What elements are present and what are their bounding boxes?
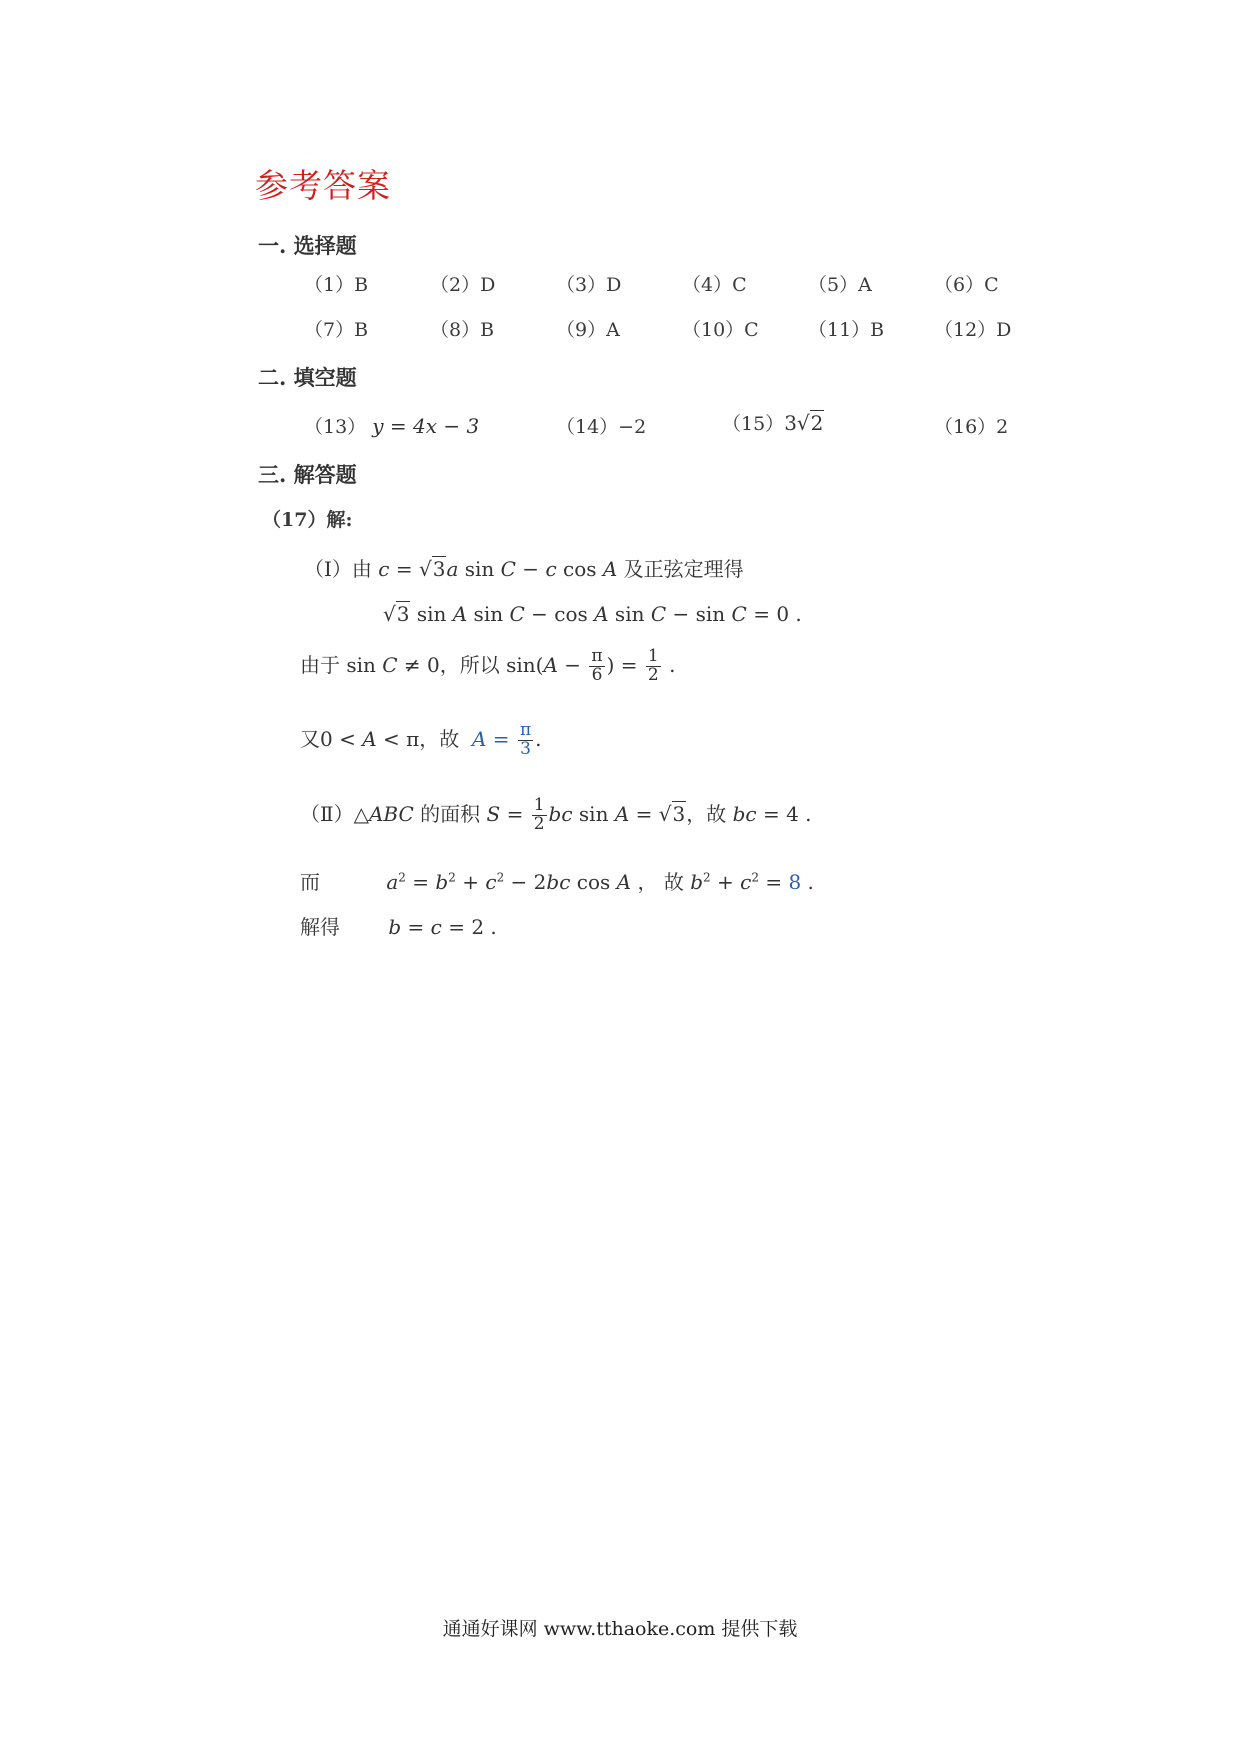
choice-answer: （5）A — [808, 274, 872, 296]
answer-15 — [722, 409, 824, 436]
part2-label: （Ⅱ） — [300, 801, 354, 826]
section-heading-solution: 三. 解答题 — [258, 462, 357, 487]
hence-text: ，故 — [419, 726, 460, 751]
area-text: 的面积 — [420, 801, 481, 826]
question-17-label: （17）解: — [262, 509, 353, 531]
part2-tail: ，故 — [686, 801, 727, 826]
solution-part1-line2: √3 sin A sin C − cos A sin C − sin C = 0 . — [383, 602, 802, 626]
again-text: 又 — [300, 726, 320, 751]
answer-16: （16）2 — [934, 416, 1009, 438]
answer-15-coef: 3 — [784, 411, 797, 435]
answer-15-radicand: 2 — [810, 411, 824, 435]
choice-answer: （7）B — [304, 319, 369, 341]
solution-part2-line1: （Ⅱ）△ABC 的面积 S = $\frac{1}{2}$ bc sin A = √3，故 bc = 4 . — [300, 795, 812, 834]
answer-15-radical: √2 — [796, 411, 824, 435]
solution-part1-line3: 由于 sin C ≠ 0，所以 sin(A − $\frac{\pi}{6}$ ) = $\frac{1}{2}$ . — [300, 646, 676, 685]
choice-answer: （10）C — [682, 319, 759, 341]
choice-answer: （1）B — [304, 274, 369, 296]
er-text: 而 — [300, 870, 320, 894]
choice-answer: （8）B — [430, 319, 495, 341]
choice-answer: （2）D — [430, 274, 496, 296]
choice-answer: （6）C — [934, 274, 999, 296]
answer-13 — [304, 412, 479, 439]
answer-14: （14）−2 — [556, 416, 647, 438]
choice-answer: （11）B — [808, 319, 885, 341]
choice-answer: （9）A — [556, 319, 620, 341]
answer-15-label: （15） — [722, 413, 785, 435]
solve-text: 解得 — [300, 915, 340, 939]
solution-part2-line3: 解得 b = c = 2 . — [300, 915, 497, 939]
since-text: 由于 — [300, 652, 340, 677]
so-text: ，所以 — [439, 652, 500, 677]
choice-answer: （4）C — [682, 274, 747, 296]
choice-answer: （12）D — [934, 319, 1012, 341]
page-title: 参考答案 — [255, 166, 391, 205]
section-heading-fill: 二. 填空题 — [258, 365, 357, 390]
section-heading-choice: 一. 选择题 — [258, 233, 357, 258]
part1-label: （Ⅰ）由 — [304, 557, 372, 581]
choice-answer: （3）D — [556, 274, 622, 296]
footer-source: 通通好课网 www.tthaoke.com 提供下载 — [442, 1618, 798, 1640]
answer-13-expr: y = 4x − 3 — [372, 414, 480, 438]
part1-tail: 及正弦定理得 — [623, 557, 744, 581]
solution-part2-line2: 而 $a^2 = b^2 + c^2 - 2bc$ cos A ， 故 $b^2 + c^2 = 8$ . — [300, 870, 814, 894]
answer-13-label: （13） — [304, 416, 367, 438]
solution-part1-line4: 又0 < A < π，故 A = $\frac{\pi}{3}$ . — [300, 720, 542, 759]
solution-part1-line1: （Ⅰ）由 c = √3a sin C − c cos A 及正弦定理得 — [304, 557, 744, 581]
